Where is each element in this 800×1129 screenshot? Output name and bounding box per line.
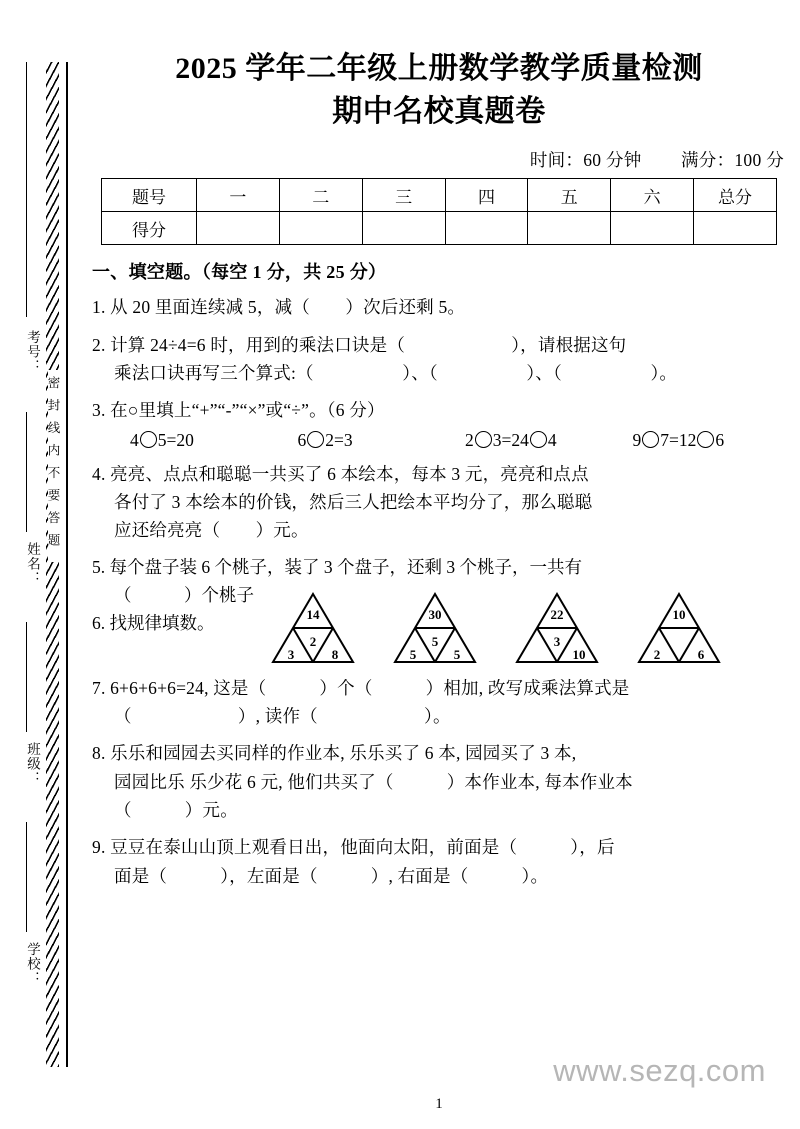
question-9 (92, 833, 800, 890)
triangle-2-mid: 5 (431, 633, 439, 649)
question-3 (92, 396, 800, 424)
question-9-line-1: 9. 豆豆在泰山山顶上观看日出，他面向太阳，前面是（ ），后 (92, 837, 615, 858)
score-cell-5[interactable] (528, 212, 611, 245)
seal-field-school: 学校： (25, 942, 40, 986)
question-3-prompt: 3. 在○里填上“+”“-”“×”或“÷”。（6 分） (92, 400, 385, 421)
score-header-2: 二 (279, 179, 362, 212)
circle-blank-icon[interactable] (307, 431, 324, 448)
seal-divider-1 (26, 62, 27, 317)
score-table (101, 178, 777, 245)
score-cell-total[interactable] (694, 212, 777, 245)
score-cell-3[interactable] (362, 212, 445, 245)
question-8-line-1: 8. 乐乐和园园去买同样的作业本, 乐乐买了 6 本, 园园买了 3 本, (92, 743, 577, 764)
circle-blank-icon[interactable] (697, 431, 714, 448)
seal-rule-line (66, 62, 68, 1067)
triangle-4-bottom-right: 6 (697, 646, 705, 662)
triangle-1-top: 14 (306, 606, 320, 622)
seal-field-class: 班级： (25, 742, 40, 786)
question-7-line-2: （ ）, 读作（ ）。 (114, 705, 451, 726)
question-5-line-2: （ ）个桃子 (114, 584, 254, 605)
score-header-label: 题号 (102, 179, 197, 212)
question-5-and-6-block (78, 553, 800, 665)
triangle-3-bottom-right: 10 (572, 646, 586, 662)
score-header-total: 总分 (694, 179, 777, 212)
score-cell-1[interactable] (197, 212, 280, 245)
triangle-1-bottom-right: 8 (331, 646, 339, 662)
question-2 (92, 331, 800, 388)
question-4-line-2: 各付了 3 本绘本的价钱，然后三人把绘本平均分了，那么聪聪 (114, 491, 593, 512)
score-header-5: 五 (528, 179, 611, 212)
exam-meta (78, 147, 800, 172)
triangle-2-top: 30 (428, 606, 442, 622)
score-header-3: 三 (362, 179, 445, 212)
seal-strip (0, 0, 78, 1129)
question-7 (92, 674, 800, 731)
question-3-equations (130, 430, 800, 451)
site-watermark: www.sezq.com (553, 1053, 766, 1088)
question-9-line-2: 面是（ ），左面是（ ）, 右面是（ ）。 (114, 865, 549, 886)
triangle-2-bottom-right: 5 (453, 646, 461, 662)
pattern-triangle-3[interactable] (514, 591, 600, 665)
score-header-1: 一 (197, 179, 280, 212)
seal-divider-2 (26, 412, 27, 532)
score-cell-6[interactable] (611, 212, 694, 245)
page-title (78, 0, 800, 133)
equation-3[interactable]: 2 3=24 4 (465, 429, 557, 450)
title-line-2: 期中名校真题卷 (332, 94, 546, 128)
section-heading-fill-blanks: 一、填空题。（每空 1 分，共 25 分） (92, 262, 387, 283)
question-7-line-1: 7. 6+6+6+6=24, 这是（ ）个（ ）相加, 改写成乘法算式是 (92, 677, 630, 698)
question-8 (92, 739, 800, 824)
seal-hatch-band (46, 62, 59, 1067)
triangle-4-top: 10 (672, 606, 686, 622)
pattern-triangle-1[interactable] (270, 591, 356, 665)
seal-divider-4 (26, 822, 27, 932)
number-pattern-triangles (270, 591, 790, 665)
question-2-line-1: 2. 计算 24÷4=6 时，用到的乘法口诀是（ ），请根据这句 (92, 334, 627, 355)
seal-divider-3 (26, 622, 27, 732)
question-2-line-2: 乘法口诀再写三个算式:（ ）、（ ）、（ ）。 (114, 362, 678, 383)
score-cell-4[interactable] (445, 212, 528, 245)
question-8-line-2: 园园比乐 乐少花 6 元, 他们共买了（ ）本作业本, 每本作业本 (114, 771, 633, 792)
equation-4[interactable]: 9 7=12 6 (632, 429, 725, 450)
equation-1[interactable]: 4 5=20 (130, 429, 194, 450)
seal-warning-note: 密封线内不要答题 (48, 370, 62, 562)
table-row (102, 179, 777, 212)
triangle-1-bottom-left: 3 (287, 646, 295, 662)
triangle-3-mid: 3 (553, 633, 561, 649)
triangle-3-top: 22 (550, 606, 564, 622)
triangle-2-bottom-left: 5 (409, 646, 417, 662)
total-score-label: 满分：100 分 (680, 150, 784, 171)
pattern-triangle-2[interactable] (392, 591, 478, 665)
circle-blank-icon[interactable] (530, 431, 547, 448)
score-header-6: 六 (611, 179, 694, 212)
circle-blank-icon[interactable] (140, 431, 157, 448)
question-6-prompt: 6. 找规律填数。 (92, 613, 215, 634)
seal-field-name: 姓名： (25, 542, 40, 586)
score-row-label: 得分 (102, 212, 197, 245)
time-label: 时间：60 分钟 (529, 150, 642, 171)
table-row (102, 212, 777, 245)
title-line-1: 2025 学年二年级上册数学教学质量检测 (175, 52, 703, 85)
circle-blank-icon[interactable] (642, 431, 659, 448)
equation-2[interactable]: 6 2=3 (297, 429, 353, 450)
triangle-4-bottom-left: 2 (653, 646, 661, 662)
score-header-4: 四 (445, 179, 528, 212)
score-cell-2[interactable] (279, 212, 362, 245)
question-4-line-3: 应还给亮亮（ ）元。 (114, 520, 309, 541)
seal-field-exam-number: 考号： (25, 330, 40, 374)
pattern-triangle-4[interactable] (636, 591, 722, 665)
question-1: 1. 从 20 里面连续减 5，减（ ）次后还剩 5。 (92, 297, 466, 318)
question-4-line-1: 4. 亮亮、点点和聪聪一共买了 6 本绘本，每本 3 元，亮亮和点点 (92, 463, 589, 484)
triangle-1-mid: 2 (309, 633, 317, 649)
question-8-line-3: （ ）元。 (114, 799, 238, 820)
question-4 (92, 460, 800, 545)
seal-fields-column (12, 62, 42, 1067)
question-5-line-1: 5. 每个盘子装 6 个桃子，装了 3 个盘子，还剩 3 个桃子，一共有 (92, 556, 582, 577)
circle-blank-icon[interactable] (475, 431, 492, 448)
page-number: 1 (435, 1096, 443, 1112)
exam-sheet (78, 0, 800, 1129)
